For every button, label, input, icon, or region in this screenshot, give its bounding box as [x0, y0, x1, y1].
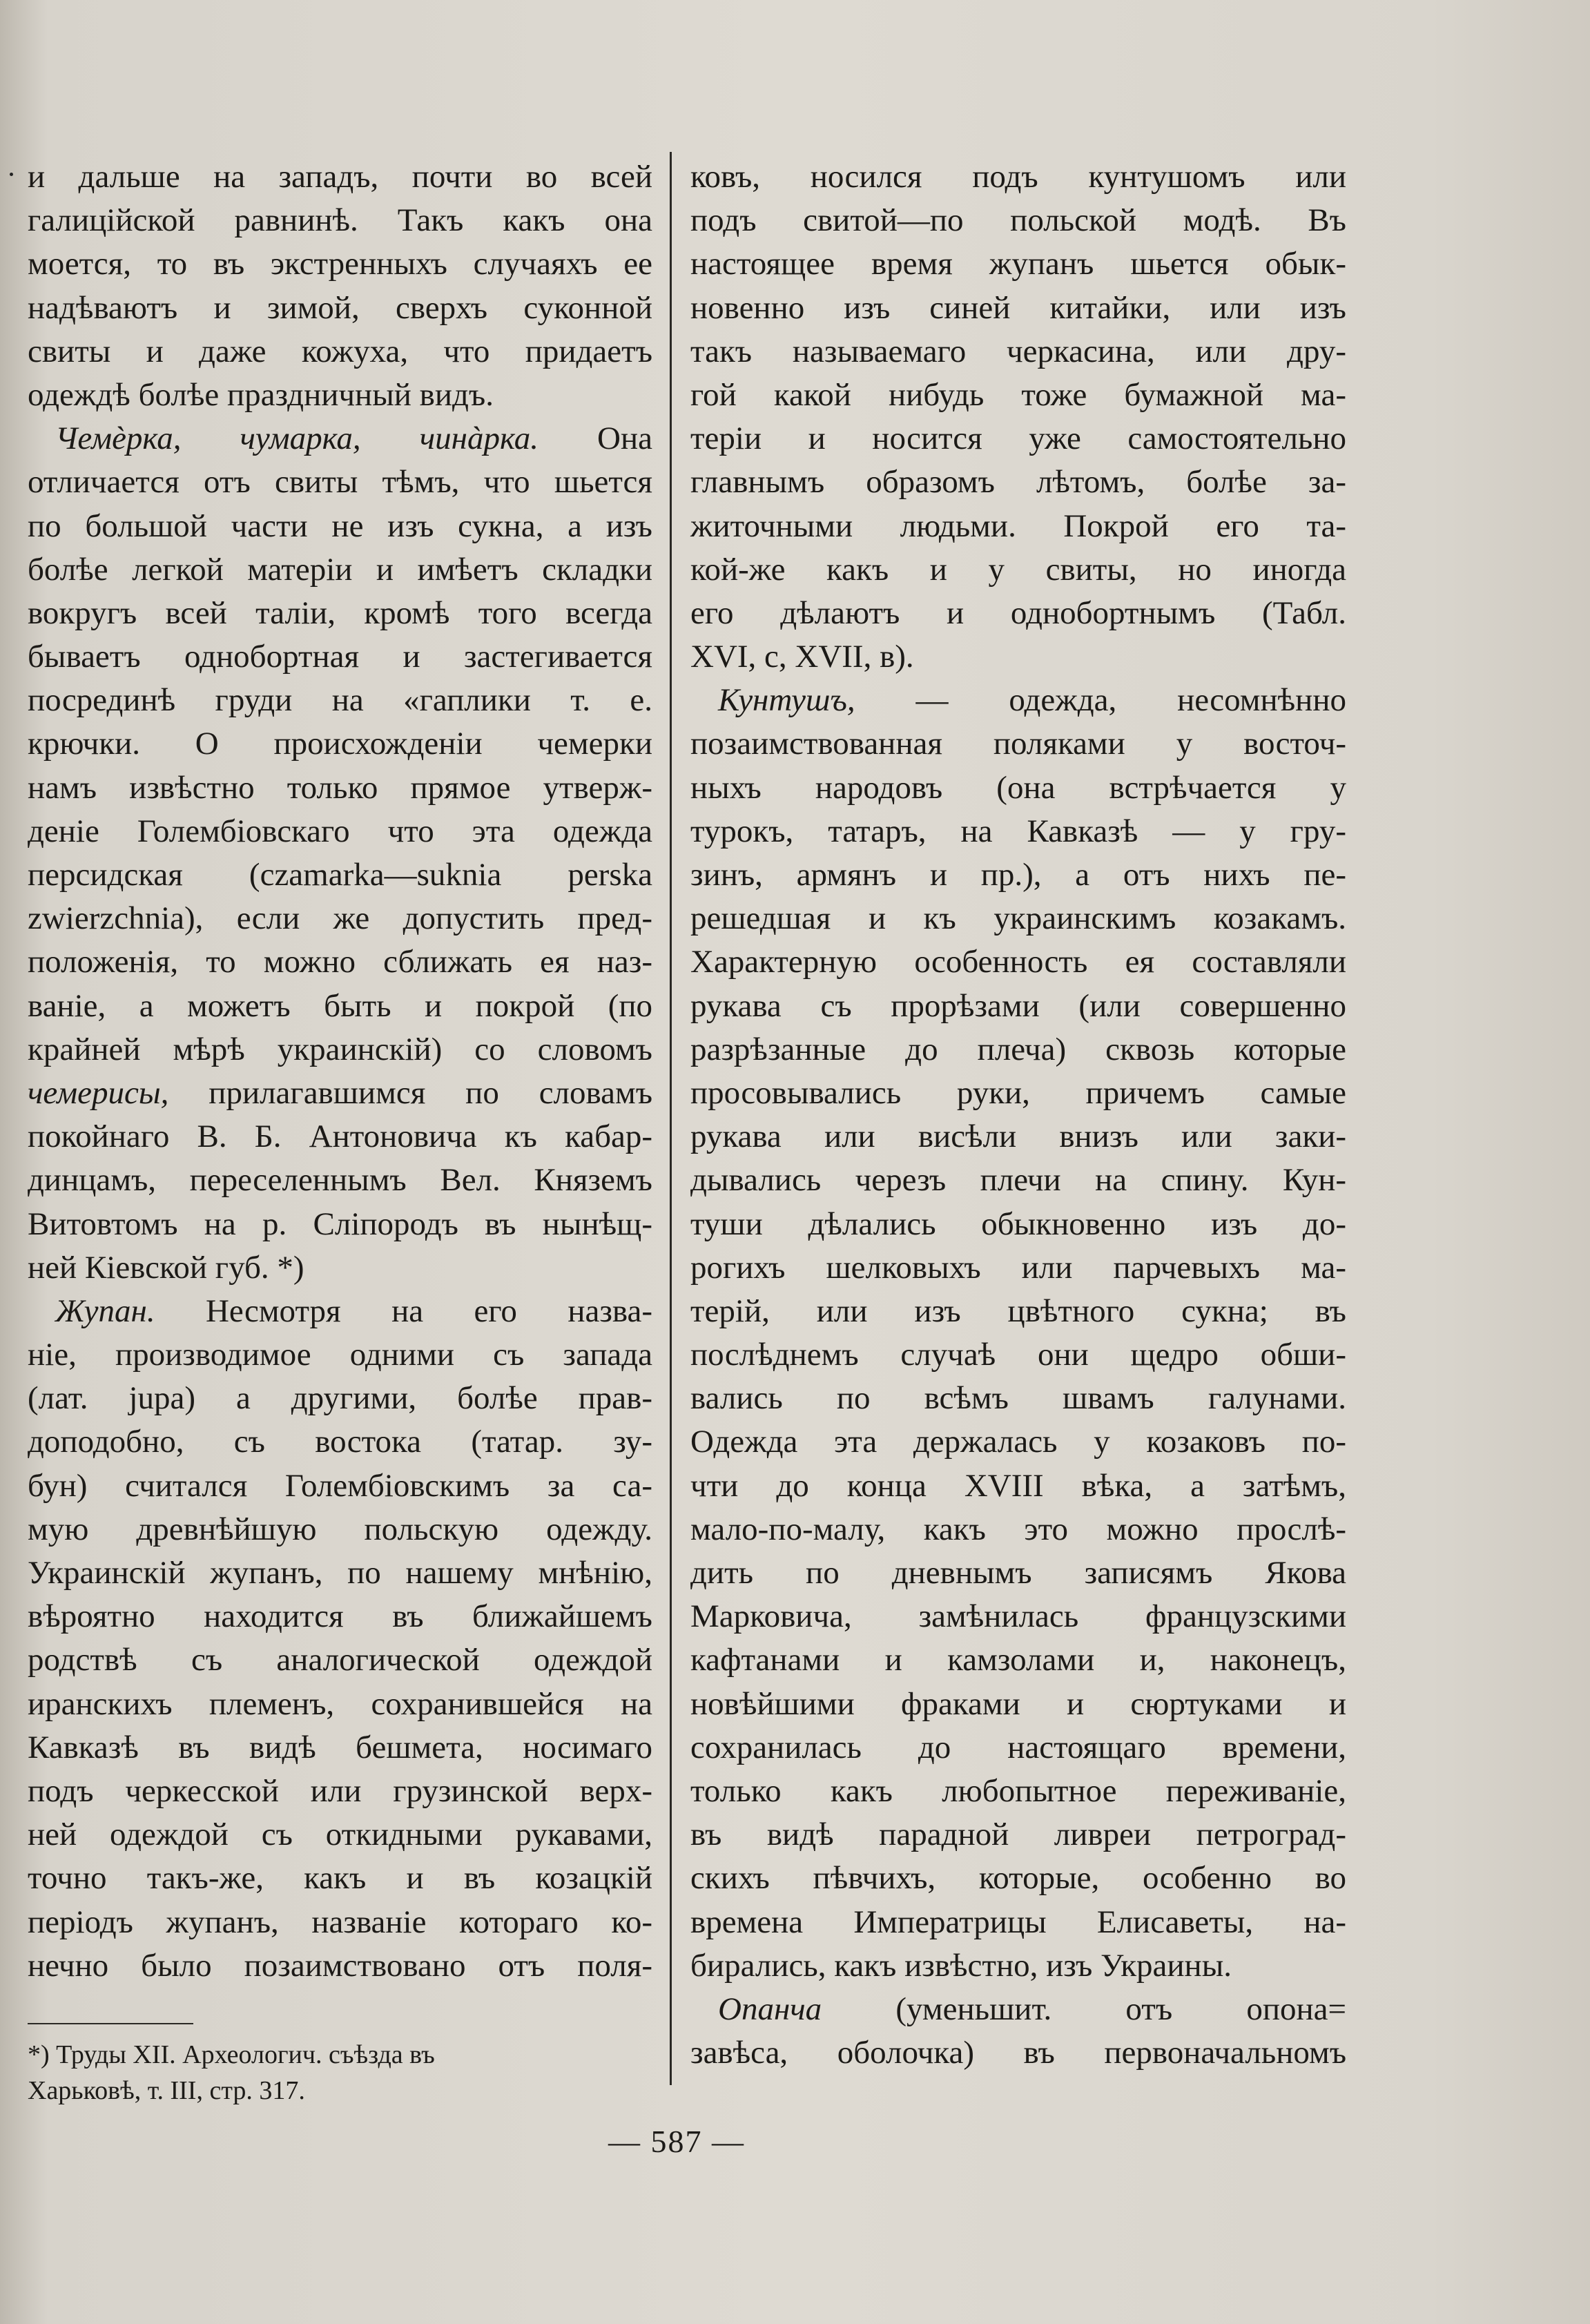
- text-line: сохранилась до настоящаго времени,: [690, 1729, 1346, 1765]
- text-line: галицiйской равнинѣ. Такъ какъ она: [28, 202, 652, 239]
- text-line: зинъ, армянъ и пр.), а отъ нихъ пе-: [690, 857, 1346, 893]
- text-line: житочными людьми. Покрой его та-: [690, 507, 1346, 544]
- text-line: туши дѣлались обыкновенно изъ до-: [690, 1205, 1346, 1242]
- text-line: крючки. О происхожденiи чемерки: [28, 726, 652, 762]
- italic-term: Опанча: [718, 1991, 822, 2027]
- text-line: дывались черезъ плечи на спину. Кун-: [690, 1162, 1346, 1199]
- text-line: нечно было позаимствовано отъ поля-: [28, 1947, 652, 1984]
- text-line: настоящее время жупанъ шьется обык-: [690, 246, 1346, 282]
- text-line: бун) считался Голембiовскимъ за са-: [28, 1467, 652, 1504]
- text-line: мую древнѣйшую польскую одежду.: [28, 1511, 652, 1547]
- text-line: zwierzchnia), если же допустить пред-: [28, 900, 652, 937]
- footnote-rule: [28, 2023, 193, 2024]
- text-line: подъ черкесской или грузинской верх-: [28, 1772, 652, 1809]
- line-rest: — одежда, несомнѣнно: [855, 682, 1346, 719]
- text-line: нiе, производимое одними съ запада: [28, 1337, 652, 1373]
- text-line: Кавказѣ въ видѣ бешмета, носимаго: [28, 1729, 652, 1765]
- text-line: [690, 1988, 1346, 2031]
- text-line: XVI, с, XVII, в).: [690, 639, 914, 675]
- text-line: позаимствованная поляками у восточ-: [690, 726, 1346, 762]
- footnote: [28, 2037, 649, 2109]
- line-rest: Несмотря на его назва-: [155, 1292, 652, 1329]
- text-line: надѣваютъ и зимой, сверхъ суконной: [28, 289, 652, 326]
- text-line: крайней мѣрѣ украинскiй) со словомъ: [28, 1031, 652, 1067]
- left-column: [28, 155, 652, 1988]
- text-line: ней Кiевской губ. *): [28, 1249, 304, 1286]
- text-line: рукава съ прорѣзами (или совершенно: [690, 987, 1346, 1024]
- text-line: кафтанами и камзолами и, наконецъ,: [690, 1642, 1346, 1678]
- text-line: новенно изъ синей китайки, или изъ: [690, 289, 1346, 326]
- text-line: новѣйшими фраками и сюртуками и: [690, 1685, 1346, 1722]
- ink-speck: [10, 173, 13, 176]
- italic-term: Кунтушъ,: [718, 682, 855, 719]
- text-line: динцамъ, переселеннымъ Вел. Княземъ: [28, 1162, 652, 1199]
- text-line: точно такъ-же, какъ и въ козацкiй: [28, 1860, 652, 1897]
- text-line: ванiе, а можетъ быть и покрой (по: [28, 987, 652, 1024]
- text-line: персидская (czamarka—suknia perska: [28, 857, 652, 893]
- text-line: Характерную особенность ея составляли: [690, 944, 1346, 980]
- text-line: денiе Голембiовскаго что эта одежда: [28, 813, 652, 849]
- text-line: рукава или висѣли внизъ или заки-: [690, 1119, 1346, 1155]
- line-rest: Она: [539, 420, 652, 457]
- text-line: бываетъ однобортная и застегивается: [28, 639, 652, 675]
- text-line: только какъ любопытное переживанiе,: [690, 1772, 1346, 1809]
- footnote-line: *) Труды XII. Археологич. съѣзда въ: [28, 2040, 435, 2069]
- text-line: доподобно, съ востока (татар. зу-: [28, 1424, 652, 1460]
- text-line: намъ извѣстно только прямое утверж-: [28, 769, 652, 806]
- text-line: бирались, какъ извѣстно, изъ Украины.: [690, 1947, 1232, 1984]
- text-line: подъ свитой—по польской модѣ. Въ: [690, 202, 1346, 239]
- text-line: моется, то въ экстренныхъ случаяхъ ее: [28, 246, 652, 282]
- text-line: ныхъ народовъ (она встрѣчается у: [690, 769, 1346, 806]
- text-line: иранскихъ племенъ, сохранившейся на: [28, 1685, 652, 1722]
- text-line: посрединѣ груди на «гаплики т. е.: [28, 682, 652, 719]
- text-line: главнымъ образомъ лѣтомъ, болѣе за-: [690, 464, 1346, 501]
- text-line: вѣроятно находится въ ближайшемъ: [28, 1598, 652, 1635]
- text-line: скихъ пѣвчихъ, которые, особенно во: [690, 1860, 1346, 1897]
- text-line: мало-по-малу, какъ это можно прослѣ-: [690, 1511, 1346, 1547]
- text-line: завѣса, оболочка) въ первоначальномъ: [690, 2035, 1346, 2071]
- text-line: вались по всѣмъ швамъ галунами.: [690, 1380, 1346, 1417]
- text-line: Витовтомъ на р. Слiпородъ въ нынѣщ-: [28, 1205, 652, 1242]
- text-line: [28, 1072, 652, 1115]
- text-line: вокругъ всей талiи, кромѣ того всегда: [28, 594, 652, 631]
- text-line: Марковича, замѣнилась французскими: [690, 1598, 1346, 1635]
- text-line: Одежда эта держалась у козаковъ по-: [690, 1424, 1346, 1460]
- text-line: болѣе легкой матерiи и имѣетъ складки: [28, 551, 652, 588]
- footnote-line: Харьковѣ, т. III, стр. 317.: [28, 2076, 305, 2105]
- text-line: просовывались руки, причемъ самые: [690, 1074, 1346, 1111]
- text-line: и дальше на западъ, почти во всей: [28, 159, 652, 195]
- text-line: въ видѣ парадной ливреи петроград-: [690, 1817, 1346, 1853]
- text-line: [690, 679, 1346, 722]
- text-line: кой-же какъ и у свиты, но иногда: [690, 551, 1346, 588]
- text-line: по большой части не изъ сукна, а изъ: [28, 507, 652, 544]
- text-line: его дѣлаютъ и однобортнымъ (Табл.: [690, 594, 1346, 631]
- text-line: [28, 1290, 652, 1333]
- right-column: [690, 155, 1346, 2075]
- text-line: отличается отъ свиты тѣмъ, что шьется: [28, 464, 652, 501]
- text-line: положенiя, то можно сближать ея наз-: [28, 944, 652, 980]
- text-line: турокъ, татаръ, на Кавказѣ — у гру-: [690, 813, 1346, 849]
- text-line: гой какой нибудь тоже бумажной ма-: [690, 376, 1346, 413]
- text-line: рогихъ шелковыхъ или парчевыхъ ма-: [690, 1249, 1346, 1286]
- text-line: такъ называемаго черкасина, или дру-: [690, 333, 1346, 369]
- text-line: родствѣ съ аналогической одеждой: [28, 1642, 652, 1678]
- text-line: Украинскiй жупанъ, по нашему мнѣнiю,: [28, 1555, 652, 1591]
- text-line: терiй, или изъ цвѣтного сукна; въ: [690, 1292, 1346, 1329]
- text-line: чти до конца XVIII вѣка, а затѣмъ,: [690, 1467, 1346, 1504]
- italic-term: Чемѐрка, чумарка, чинàрка.: [55, 420, 539, 457]
- text-line: (лат. jupa) а другими, болѣе прав-: [28, 1380, 652, 1417]
- column-divider: [670, 152, 672, 2085]
- text-line: дить по дневнымъ записямъ Якова: [690, 1555, 1346, 1591]
- line-rest: (уменьшит. отъ опона=: [822, 1991, 1346, 2027]
- text-line: одеждѣ болѣе праздничный видъ.: [28, 376, 494, 413]
- text-line: решедшая и къ украинскимъ козакамъ.: [690, 900, 1346, 937]
- text-line: покойнаго В. Б. Антоновича къ кабар-: [28, 1119, 652, 1155]
- text-line: ковъ, носился подъ кунтушомъ или: [690, 159, 1346, 195]
- italic-term: Жупан.: [55, 1292, 155, 1329]
- text-line: разрѣзанные до плеча) сквозь которые: [690, 1031, 1346, 1067]
- text-line: послѣднемъ случаѣ они щедро обши-: [690, 1337, 1346, 1373]
- text-line: [28, 417, 652, 461]
- text-line: перiодъ жупанъ, названiе котораго ко-: [28, 1904, 652, 1940]
- text-line: ней одеждой съ откидными рукавами,: [28, 1817, 652, 1853]
- text-line: терiи и носится уже самостоятельно: [690, 420, 1346, 457]
- text-line: времена Императрицы Елисаветы, на-: [690, 1904, 1346, 1940]
- page-number: — 587 —: [608, 2124, 745, 2159]
- italic-term: чемерисы,: [28, 1074, 169, 1111]
- text-line: свиты и даже кожуха, что придаетъ: [28, 333, 652, 369]
- line-rest: прилагавшимся по словамъ: [168, 1074, 652, 1111]
